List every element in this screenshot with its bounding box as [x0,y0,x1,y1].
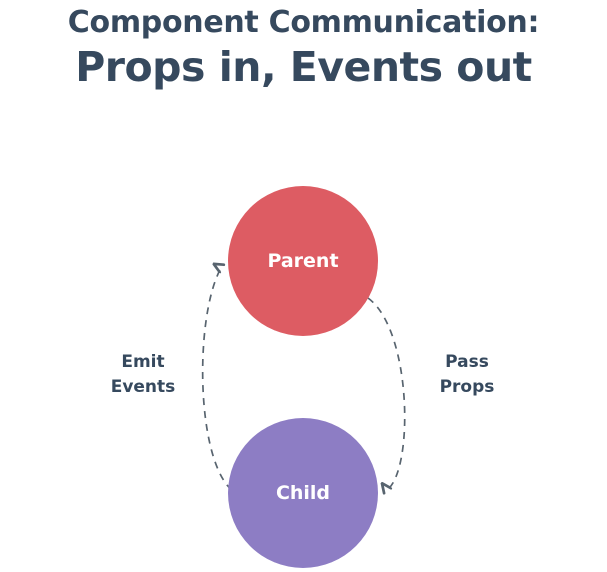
node-parent-label: Parent [267,250,339,272]
title-line-2: Props in, Events out [75,43,532,91]
page-title [0,0,607,89]
node-child-label: Child [275,482,331,504]
edge-label-pass-props [412,350,522,399]
title-line-1: Component Communication: [67,5,540,40]
edge-label-pass-line-2: Props [439,376,495,397]
node-child[interactable] [228,418,378,568]
edge-label-emit-line-1: Emit [121,352,165,372]
edge-label-emit-events [88,350,198,399]
edge-label-emit-line-2: Events [110,376,176,397]
node-parent[interactable] [228,186,378,336]
pass-props-arrow [368,298,405,490]
edge-label-pass-line-1: Pass [445,352,489,372]
